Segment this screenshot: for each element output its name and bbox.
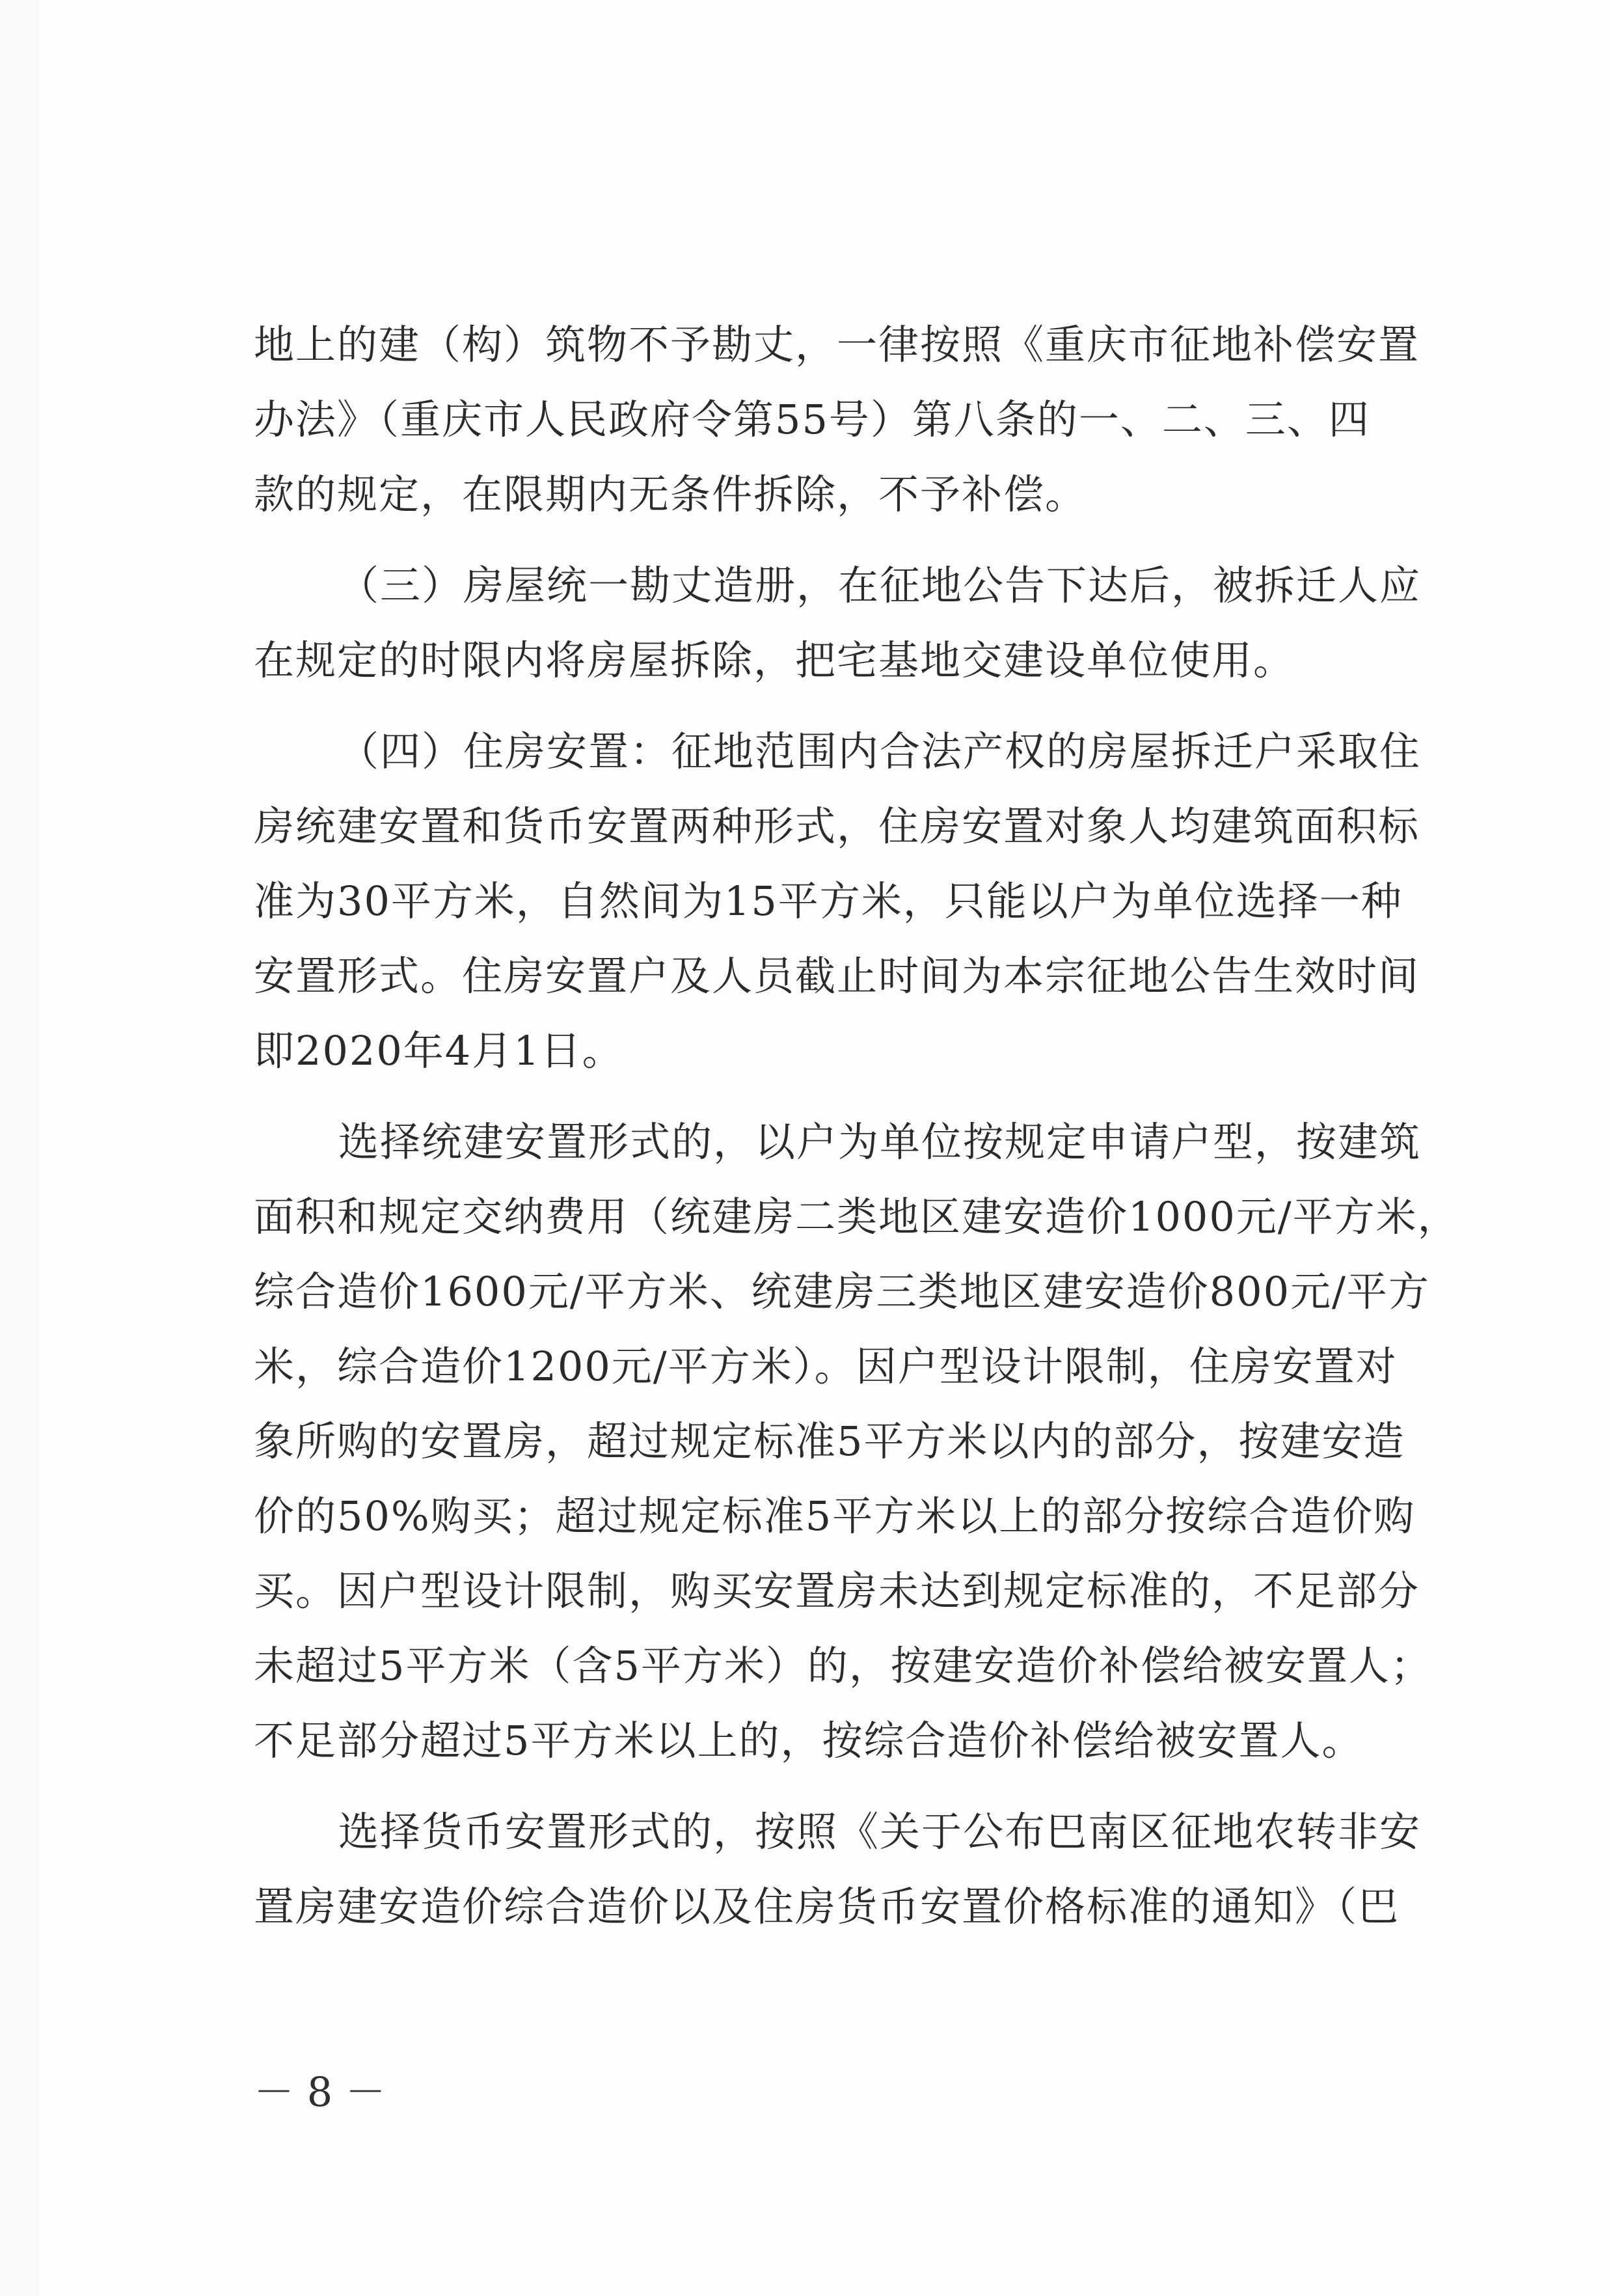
currency-housing-paragraph-first-line: 选择货币安置形式的，按照《关于公布巴南区征地农转非安 (338, 1808, 1422, 1855)
text-line: 即2020年4月1日。 (254, 1027, 624, 1074)
text-line: 房统建安置和货币安置两种形式，住房安置对象人均建筑面积标 (254, 802, 1420, 850)
text-line: 不足部分超过5平方米以上的，按综合造价补偿给被安置人。 (254, 1717, 1364, 1764)
text-line: 安置形式。住房安置户及人员截止时间为本宗征地公告生效时间 (254, 952, 1420, 1000)
page-number: － 8 － (254, 2068, 386, 2116)
text-line: 在规定的时限内将房屋拆除，把宅基地交建设单位使用。 (254, 636, 1295, 684)
text-line: 综合造价1600元/平方米、统建房三类地区建安造价800元/平方 (254, 1268, 1430, 1315)
scan-edge-shadow (0, 0, 39, 2296)
text-line: 地上的建（构）筑物不予勘丈，一律按照《重庆市征地补偿安置 (254, 321, 1420, 368)
text-line: 米，综合造价1200元/平方米）。因户型设计限制，住房安置对 (254, 1343, 1398, 1390)
unified-housing-paragraph-first-line: 选择统建安置形式的，以户为单位按规定申请户型，按建筑 (338, 1118, 1422, 1166)
text-line: 未超过5平方米（含5平方米）的，按建安造价补偿给被安置人； (254, 1642, 1432, 1689)
text-line: 价的50%购买；超过规定标准5平方米以上的部分按综合造价购 (254, 1492, 1416, 1540)
paragraph-three-first-line: （三）房屋统一勘丈造册，在征地公告下达后，被拆迁人应 (338, 562, 1422, 609)
text-line: 准为30平方米，自然间为15平方米，只能以户为单位选择一种 (254, 877, 1403, 925)
text-line: 象所购的安置房，超过规定标准5平方米以内的部分，按建安造 (254, 1417, 1405, 1465)
text-line: 办法》（重庆市人民政府令第55号）第八条的一、二、三、四 (254, 396, 1370, 443)
text-line: 款的规定，在限期内无条件拆除，不予补偿。 (254, 471, 1087, 518)
text-line: 置房建安造价综合造价以及住房货币安置价格标准的通知》（巴 (254, 1883, 1400, 1930)
paragraph-four-first-line: （四）住房安置：征地范围内合法产权的房屋拆迁户采取住 (338, 728, 1422, 775)
text-line: 买。因户型设计限制，购买安置房未达到规定标准的，不足部分 (254, 1567, 1420, 1615)
text-line: 面积和规定交纳费用（统建房二类地区建安造价1000元/平方米， (254, 1193, 1459, 1240)
